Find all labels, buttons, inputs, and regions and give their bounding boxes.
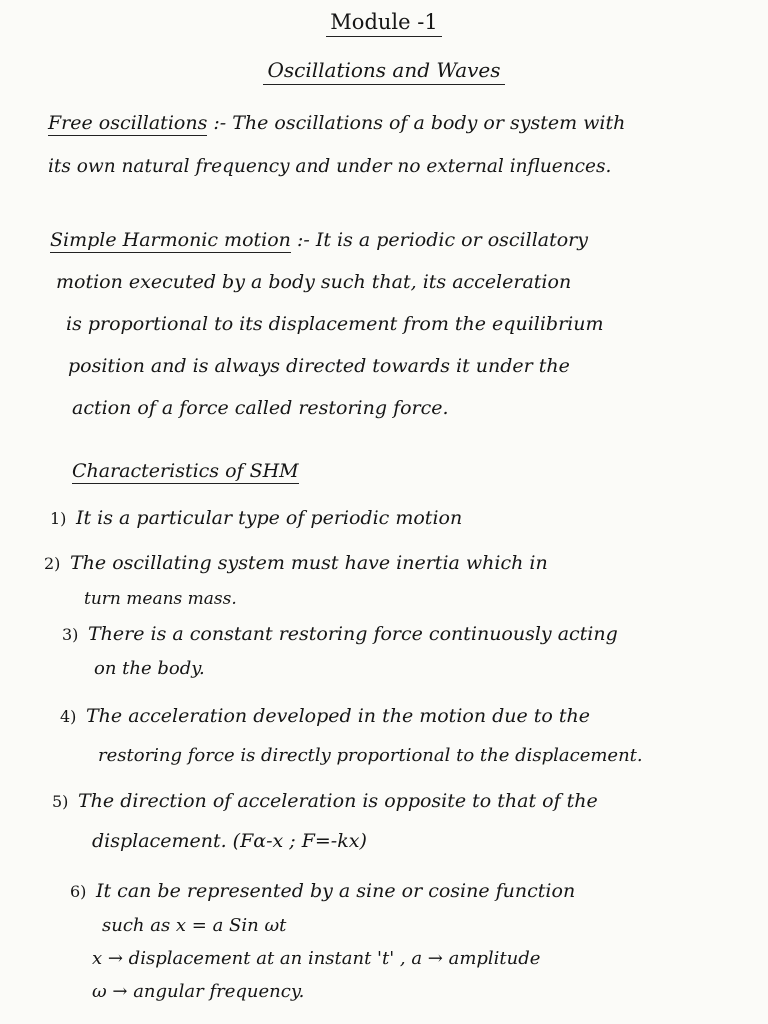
topic-title: Oscillations and Waves <box>0 58 768 82</box>
list-item-continuation: such as x = a Sin ωt <box>102 915 287 936</box>
characteristics-heading: Characteristics of SHM <box>72 460 299 482</box>
list-item-continuation: ω → angular frequency. <box>92 981 305 1002</box>
list-item-continuation: turn means mass. <box>84 589 237 609</box>
list-item-continuation: on the body. <box>94 658 205 679</box>
list-item: 2) The oscillating system must have inertia which in <box>44 552 548 574</box>
module-title: Module -1 <box>0 10 768 34</box>
list-item-continuation: x → displacement at an instant 't' , a → amplitude <box>92 948 541 969</box>
list-item: 5) The direction of acceleration is opposite to that of the <box>52 790 598 812</box>
shm-line-1: Simple Harmonic motion :- It is a periodic or oscillatory <box>50 229 588 251</box>
shm-line-5: action of a force called restoring force. <box>72 397 449 419</box>
shm-heading: Simple Harmonic motion <box>50 229 291 251</box>
list-item: 1) It is a particular type of periodic motion <box>50 507 463 529</box>
list-item-continuation: restoring force is directly proportional to the displacement. <box>98 745 643 766</box>
list-item-continuation: displacement. (Fα-x ; F=-kx) <box>92 830 367 852</box>
shm-line-4: position and is always directed towards it under the <box>68 355 570 377</box>
list-item: 6) It can be represented by a sine or cosine function <box>70 880 576 902</box>
list-item: 4) The acceleration developed in the motion due to the <box>60 705 591 727</box>
shm-line-3: is proportional to its displacement from the equilibrium <box>66 313 604 335</box>
list-item: 3) There is a constant restoring force continuously acting <box>62 623 618 645</box>
shm-line-2: motion executed by a body such that, its acceleration <box>56 271 572 293</box>
free-oscillations-heading: Free oscillations <box>48 112 208 134</box>
free-oscillations-line-1: Free oscillations :- The oscillations of a body or system with <box>48 112 626 134</box>
free-oscillations-line-2: its own natural frequency and under no external influences. <box>48 156 612 177</box>
